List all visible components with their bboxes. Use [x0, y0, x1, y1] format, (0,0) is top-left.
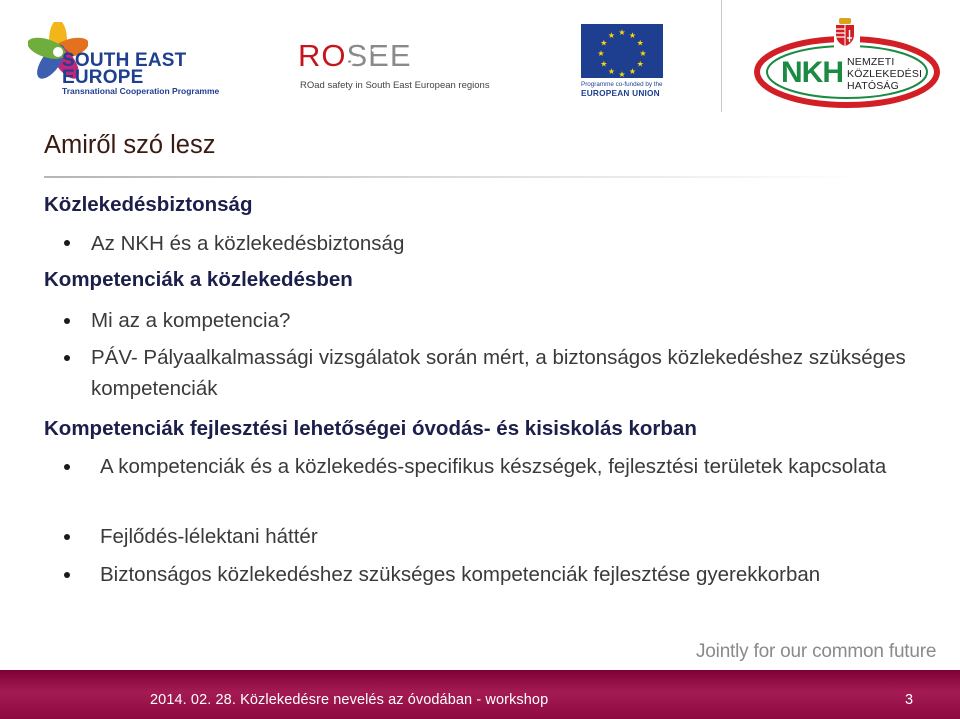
list-item: Mi az a kompetencia? — [91, 309, 291, 332]
page-number: 3 — [905, 692, 914, 708]
svg-text:★: ★ — [600, 59, 608, 69]
rosee-logo-gray: SEE — [346, 38, 412, 73]
svg-text:★: ★ — [618, 70, 626, 78]
hungarian-coat-of-arms-icon — [834, 18, 856, 46]
section-heading: Közlekedésbiztonság — [44, 193, 253, 216]
logo-divider — [721, 0, 722, 112]
rosee-logo-red: RO — [298, 38, 347, 73]
nkh-logo-word: NKH — [781, 56, 843, 89]
title-underline — [44, 176, 864, 178]
rosee-logo-subtitle: ROad safety in South East European regions — [300, 80, 490, 91]
svg-text:★: ★ — [607, 67, 616, 77]
list-item: PÁV- Pályaalkalmassági vizsgálatok során mért, a biztonságos közlekedéshez szükséges kompetenciák — [91, 346, 906, 400]
svg-text:★: ★ — [600, 38, 608, 48]
nkh-line3: HATÓSÁG — [847, 80, 899, 92]
see-logo-line2: EUROPE — [62, 67, 144, 88]
eu-flag-icon — [581, 24, 663, 78]
bullet-icon — [64, 318, 70, 324]
slide-title: Amiről szó lesz — [44, 131, 216, 159]
eu-caption — [581, 81, 691, 99]
eu-caption-line1: Programme co-funded by the — [581, 81, 663, 88]
svg-text:★: ★ — [639, 49, 647, 58]
bullet-icon — [64, 572, 70, 578]
bullet-icon — [64, 464, 70, 470]
svg-text:★: ★ — [618, 28, 626, 37]
see-logo-text — [62, 52, 186, 86]
bullet-icon — [64, 240, 70, 246]
section-heading: Kompetenciák fejlesztési lehetőségei óvodás- és kisiskolás korban — [44, 417, 697, 440]
svg-text:★: ★ — [628, 67, 637, 77]
footer-slogan: Jointly for our common future — [696, 641, 937, 662]
svg-text:★: ★ — [636, 38, 644, 48]
svg-text:★: ★ — [628, 30, 637, 40]
list-item: Biztonságos közlekedéshez szükséges kompetenciák fejlesztése gyerekkorban — [100, 563, 821, 586]
see-logo-subtitle: Transnational Cooperation Programme — [62, 86, 220, 96]
svg-text:★: ★ — [636, 59, 644, 69]
eu-flag-logo — [581, 24, 663, 78]
bullet-icon — [64, 355, 70, 361]
logo-bar — [0, 0, 960, 120]
svg-text:★: ★ — [597, 49, 605, 58]
list-item: Az NKH és a közlekedésbiztonság — [91, 232, 405, 255]
nkh-logo-subtitle — [847, 56, 922, 92]
list-item: Fejlődés-lélektani háttér — [100, 525, 318, 548]
eu-caption-line2: EUROPEAN UNION — [581, 88, 660, 98]
list-item: A kompetenciák és a közlekedés-specifikus készségek, fejlesztési területek kapcsolata — [100, 455, 887, 478]
nkh-line1: NEMZETI — [847, 56, 895, 68]
bullet-icon — [64, 534, 70, 540]
rosee-road-icon — [330, 44, 380, 74]
section-heading: Kompetenciák a közlekedésben — [44, 268, 353, 291]
svg-text:★: ★ — [607, 30, 616, 40]
nkh-line2: KÖZLEKEDÉSI — [847, 68, 923, 80]
footer-text: 2014. 02. 28. Közlekedésre nevelés az óvodában - workshop — [150, 692, 549, 708]
see-logo-line1: SOUTH EAST — [62, 50, 187, 71]
